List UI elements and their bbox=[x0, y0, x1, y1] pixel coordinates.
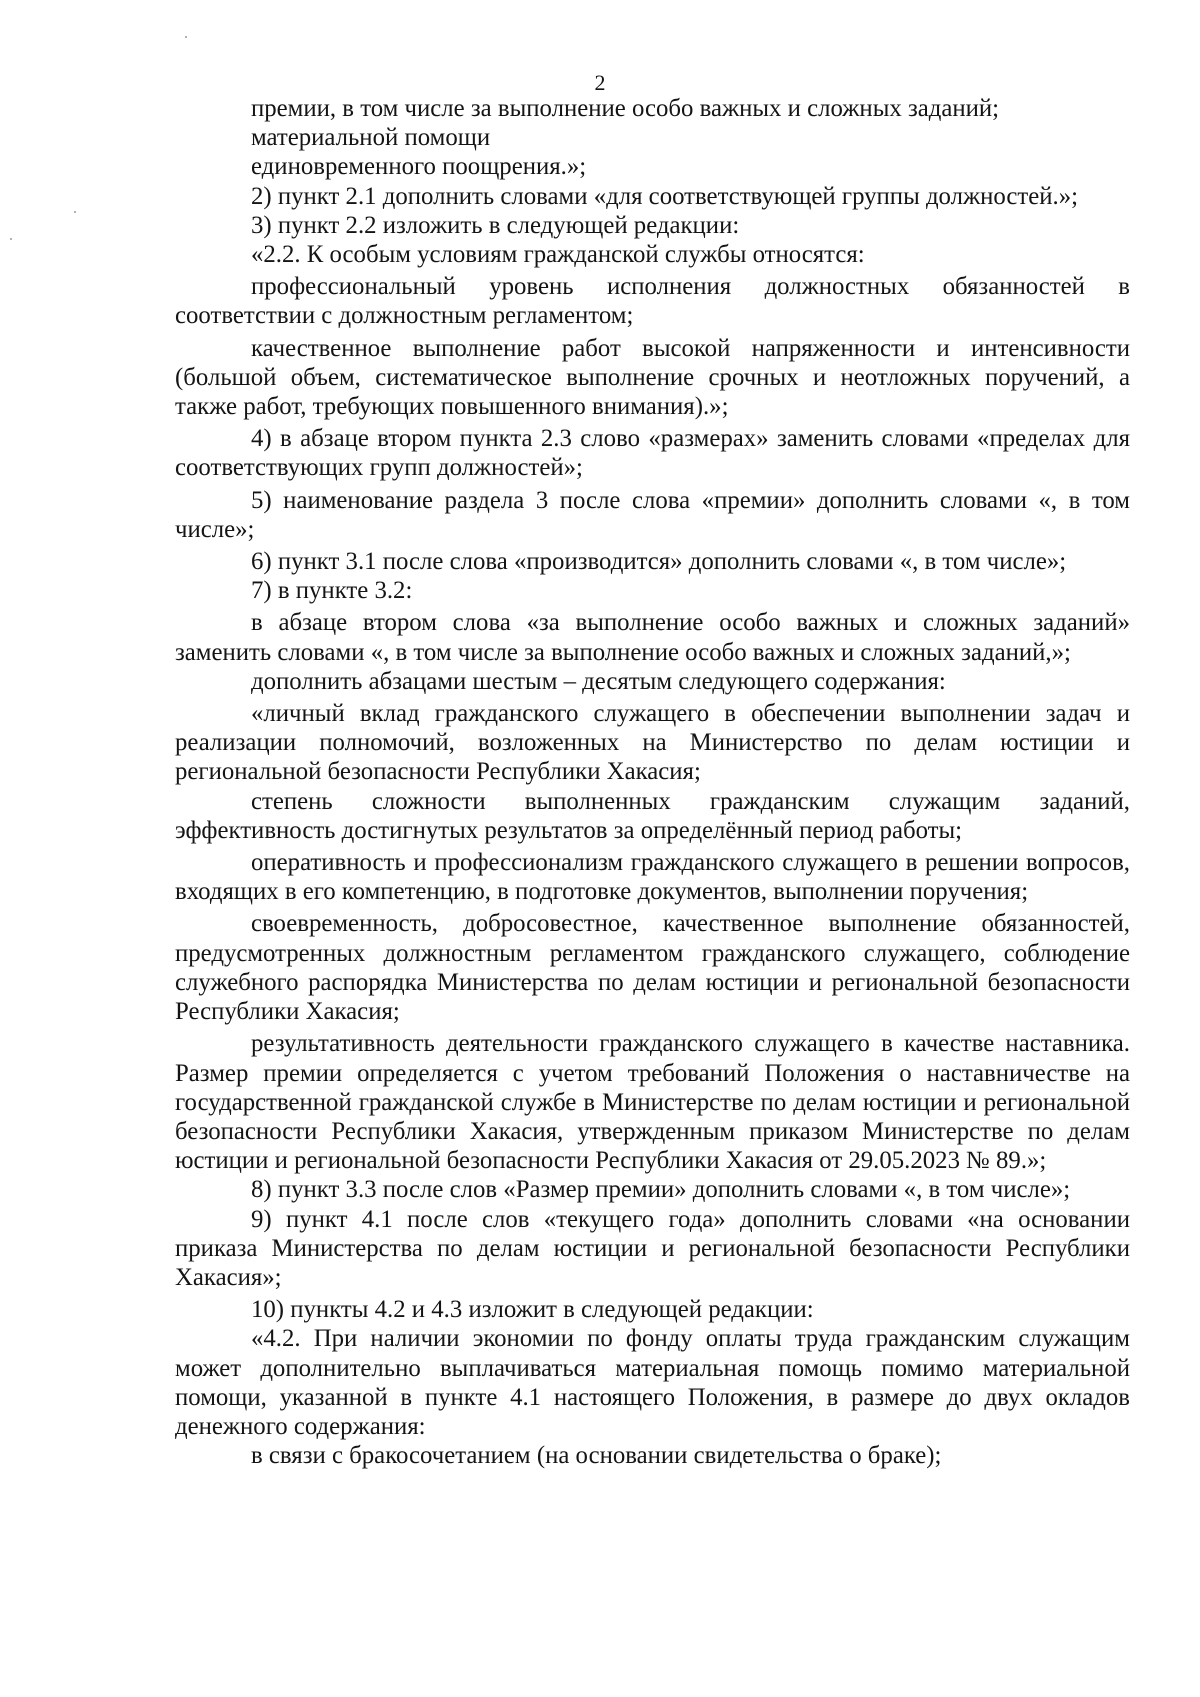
paragraph: 2) пункт 2.1 дополнить словами «для соответствующей группы должностей.»; bbox=[251, 182, 1079, 210]
paragraph: своевременность, добросовестное, качественное выполнение обязанностей, предусмотренных должностным регламентом гражданского служащего, соблюдение служебного распорядка Министерства по делам юстиции и региональной безопасности Республики Хакасия; bbox=[175, 910, 1130, 1026]
paragraph: оперативность и профессионализм гражданского служащего в решении вопросов, входящих в его компетенцию, в подготовке документов, выполнении поручения; bbox=[175, 849, 1130, 906]
paragraph: 8) пункт 3.3 после слов «Размер премии» дополнить словами «, в том числе»; bbox=[251, 1176, 1071, 1204]
paragraph: «2.2. К особым условиям гражданской службы относятся: bbox=[251, 241, 865, 269]
paragraph: в абзаце втором слова «за выполнение особо важных и сложных заданий» заменить словами «, в том числе за выполнение особо важных и сложных заданий,»; bbox=[175, 609, 1130, 666]
paragraph: материальной помощи bbox=[251, 124, 491, 152]
paragraph: «4.2. При наличии экономии по фонду оплаты труда гражданским служащим может дополнительно выплачиваться материальная помощь помимо материальной помощи, указанной в пункте 4.1 настоящего Положения, в размере до двух окладов денежного содержания: bbox=[175, 1325, 1130, 1440]
paragraph: 5) наименование раздела 3 после слова «премии» дополнить словами «, в том числе»; bbox=[175, 486, 1130, 543]
paragraph: 10) пункты 4.2 и 4.3 изложит в следующей редакции: bbox=[251, 1296, 814, 1324]
paragraph: профессиональный уровень исполнения должностных обязанностей в соответствии с должностным регламентом; bbox=[175, 273, 1130, 330]
paragraph: качественное выполнение работ высокой напряженности и интенсивности (большой объем, систематическое выполнение срочных и неотложных поручений, а также работ, требующих повышенного внимания).»; bbox=[175, 334, 1130, 421]
paragraph: «личный вклад гражданского служащего в обеспечении выполнении задач и реализации полномочий, возложенных на Министерство по делам юстиции и региональной безопасности Республики Хакасия; bbox=[175, 700, 1130, 786]
paragraph: 6) пункт 3.1 после слова «производится» дополнить словами «, в том числе»; bbox=[251, 548, 1067, 576]
document-body bbox=[175, 94, 1130, 1470]
paragraph: 9) пункт 4.1 после слов «текущего года» дополнить словами «на основании приказа Министерства по делам юстиции и региональной безопасности Республики Хакасия»; bbox=[175, 1205, 1130, 1291]
paragraph: премии, в том числе за выполнение особо важных и сложных заданий; bbox=[251, 95, 1000, 122]
paragraph: дополнить абзацами шестым – десятым следующего содержания: bbox=[251, 667, 946, 695]
paragraph: результативность деятельности гражданского служащего в качестве наставника. Размер премии определяется с учетом требований Положения о наставничестве на государственной гражданской службе в Министерстве по делам юстиции и региональной безопасности Республики Хакасия, утвержденным приказом Министерстве по делам юстиции и региональной безопасности Республики Хакасия от 29.05.2023 № 89.»; bbox=[175, 1030, 1130, 1175]
scan-speck bbox=[10, 238, 12, 240]
scan-speck bbox=[185, 36, 187, 38]
paragraph: 4) в абзаце втором пункта 2.3 слово «размерах» заменить словами «пределах для соответствующих групп должностей»; bbox=[175, 425, 1130, 482]
page-number: 2 bbox=[594, 70, 606, 95]
paragraph: единовременного поощрения.»; bbox=[251, 153, 587, 181]
paragraph: 3) пункт 2.2 изложить в следующей редакции: bbox=[251, 211, 740, 239]
scan-speck bbox=[74, 211, 76, 213]
paragraph: степень сложности выполненных гражданским служащим заданий, эффективность достигнутых результатов за определённый период работы; bbox=[175, 787, 1130, 844]
paragraph: 7) в пункте 3.2: bbox=[251, 577, 413, 605]
paragraph: в связи с бракосочетанием (на основании свидетельства о браке); bbox=[251, 1442, 942, 1470]
